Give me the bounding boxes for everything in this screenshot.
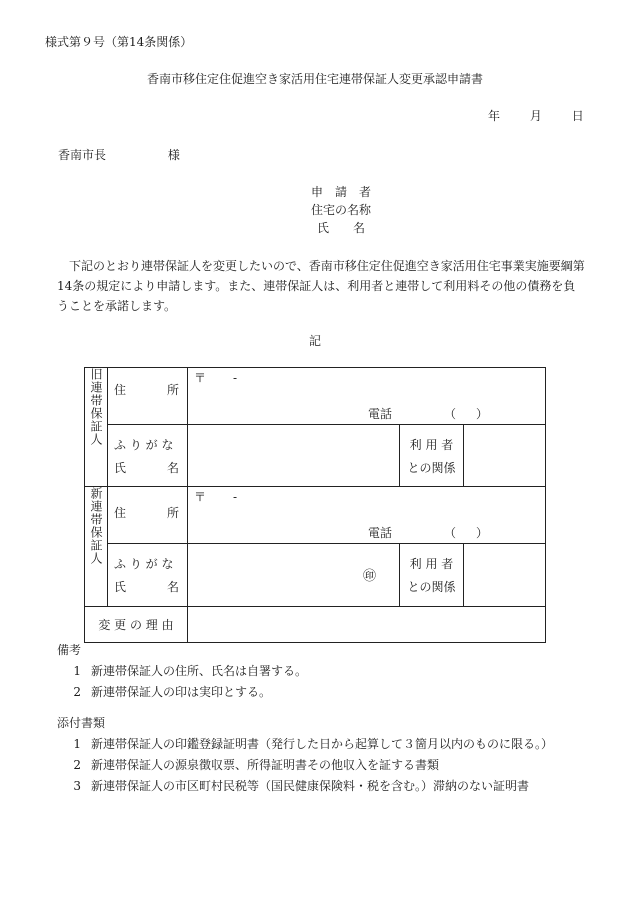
seal-icon: ㊞ [363,569,377,584]
new-address-field[interactable] [188,487,546,544]
attachments-item: 3 新連帯保証人の市区町村民税等（国民健康保険料・税を含む。）滞納のない証明書 [73,779,530,793]
applicant-label: 申 請 者 [311,185,372,199]
ki-heading: 記 [309,334,322,348]
phone-label: 電話 [368,526,393,540]
new-name-field[interactable] [188,544,400,607]
old-name-field[interactable] [188,425,400,487]
phone-label: 電話 [368,407,393,421]
new-relation-field[interactable] [464,544,546,607]
guarantor-table [84,367,546,643]
remarks-item: 1 新連帯保証人の住所、氏名は自署する。 [73,664,308,678]
addressee-name: 香南市長 [58,148,107,162]
remarks-title: 備考 [57,643,82,657]
document-title: 香南市移住定住促進空き家活用住宅連帯保証人変更承認申請書 [146,72,483,86]
phone-paren-close: ） [476,407,489,421]
body-text: 下記のとおり連帯保証人を変更したいので、香南市移住定住促進空き家活用住宅事業実施要綱第14条の規定により申請します。また、連帯保証人は、利用者と連帯して利用料その他の債務を負うことを承諾します。 [57,259,585,313]
applicant-name-label: 氏 名 [317,221,366,235]
old-address-label: 住 所 [108,368,188,425]
new-guarantor-header: 新連帯保証人 [85,487,108,607]
housing-name-label: 住宅の名称 [311,203,372,217]
remarks-section [57,640,307,703]
style-number: 様式第９号（第14条関係） [45,35,193,49]
date-line [488,110,584,122]
date-year: 年 [488,109,501,123]
date-day: 日 [571,109,584,123]
reason-label: 変 更 の 理 由 [85,607,188,643]
old-address-field[interactable] [188,368,546,425]
attachments-title: 添付書類 [57,716,106,730]
attachments-section [57,713,553,797]
date-month: 月 [529,109,542,123]
addressee [58,149,180,161]
phone-paren-open: （ [444,526,457,540]
new-name-label: ふ り が な 氏 名 [108,544,188,607]
reason-field[interactable] [188,607,546,643]
phone-paren-open: （ [444,407,457,421]
attachments-item: 1 新連帯保証人の印鑑登録証明書（発行した日から起算して３箇月以内のものに限る。） [73,737,554,751]
addressee-suffix: 様 [167,148,180,162]
old-name-label: ふ り が な 氏 名 [108,425,188,487]
postal-mark: 〒 [194,371,207,385]
old-relation-label: 利 用 者 との関係 [400,425,464,487]
postal-mark: 〒 [194,490,207,504]
new-address-label: 住 所 [108,487,188,544]
new-relation-label: 利 用 者 との関係 [400,544,464,607]
remarks-item: 2 新連帯保証人の印は実印とする。 [73,685,272,699]
old-relation-field[interactable] [464,425,546,487]
body-paragraph [57,256,585,316]
postal-dash: - [233,490,238,504]
phone-paren-close: ） [476,526,489,540]
old-guarantor-header: 旧連帯保証人 [85,368,108,487]
postal-dash: - [233,371,238,385]
attachments-item: 2 新連帯保証人の源泉徴収票、所得証明書その他収入を証する書類 [73,758,440,772]
